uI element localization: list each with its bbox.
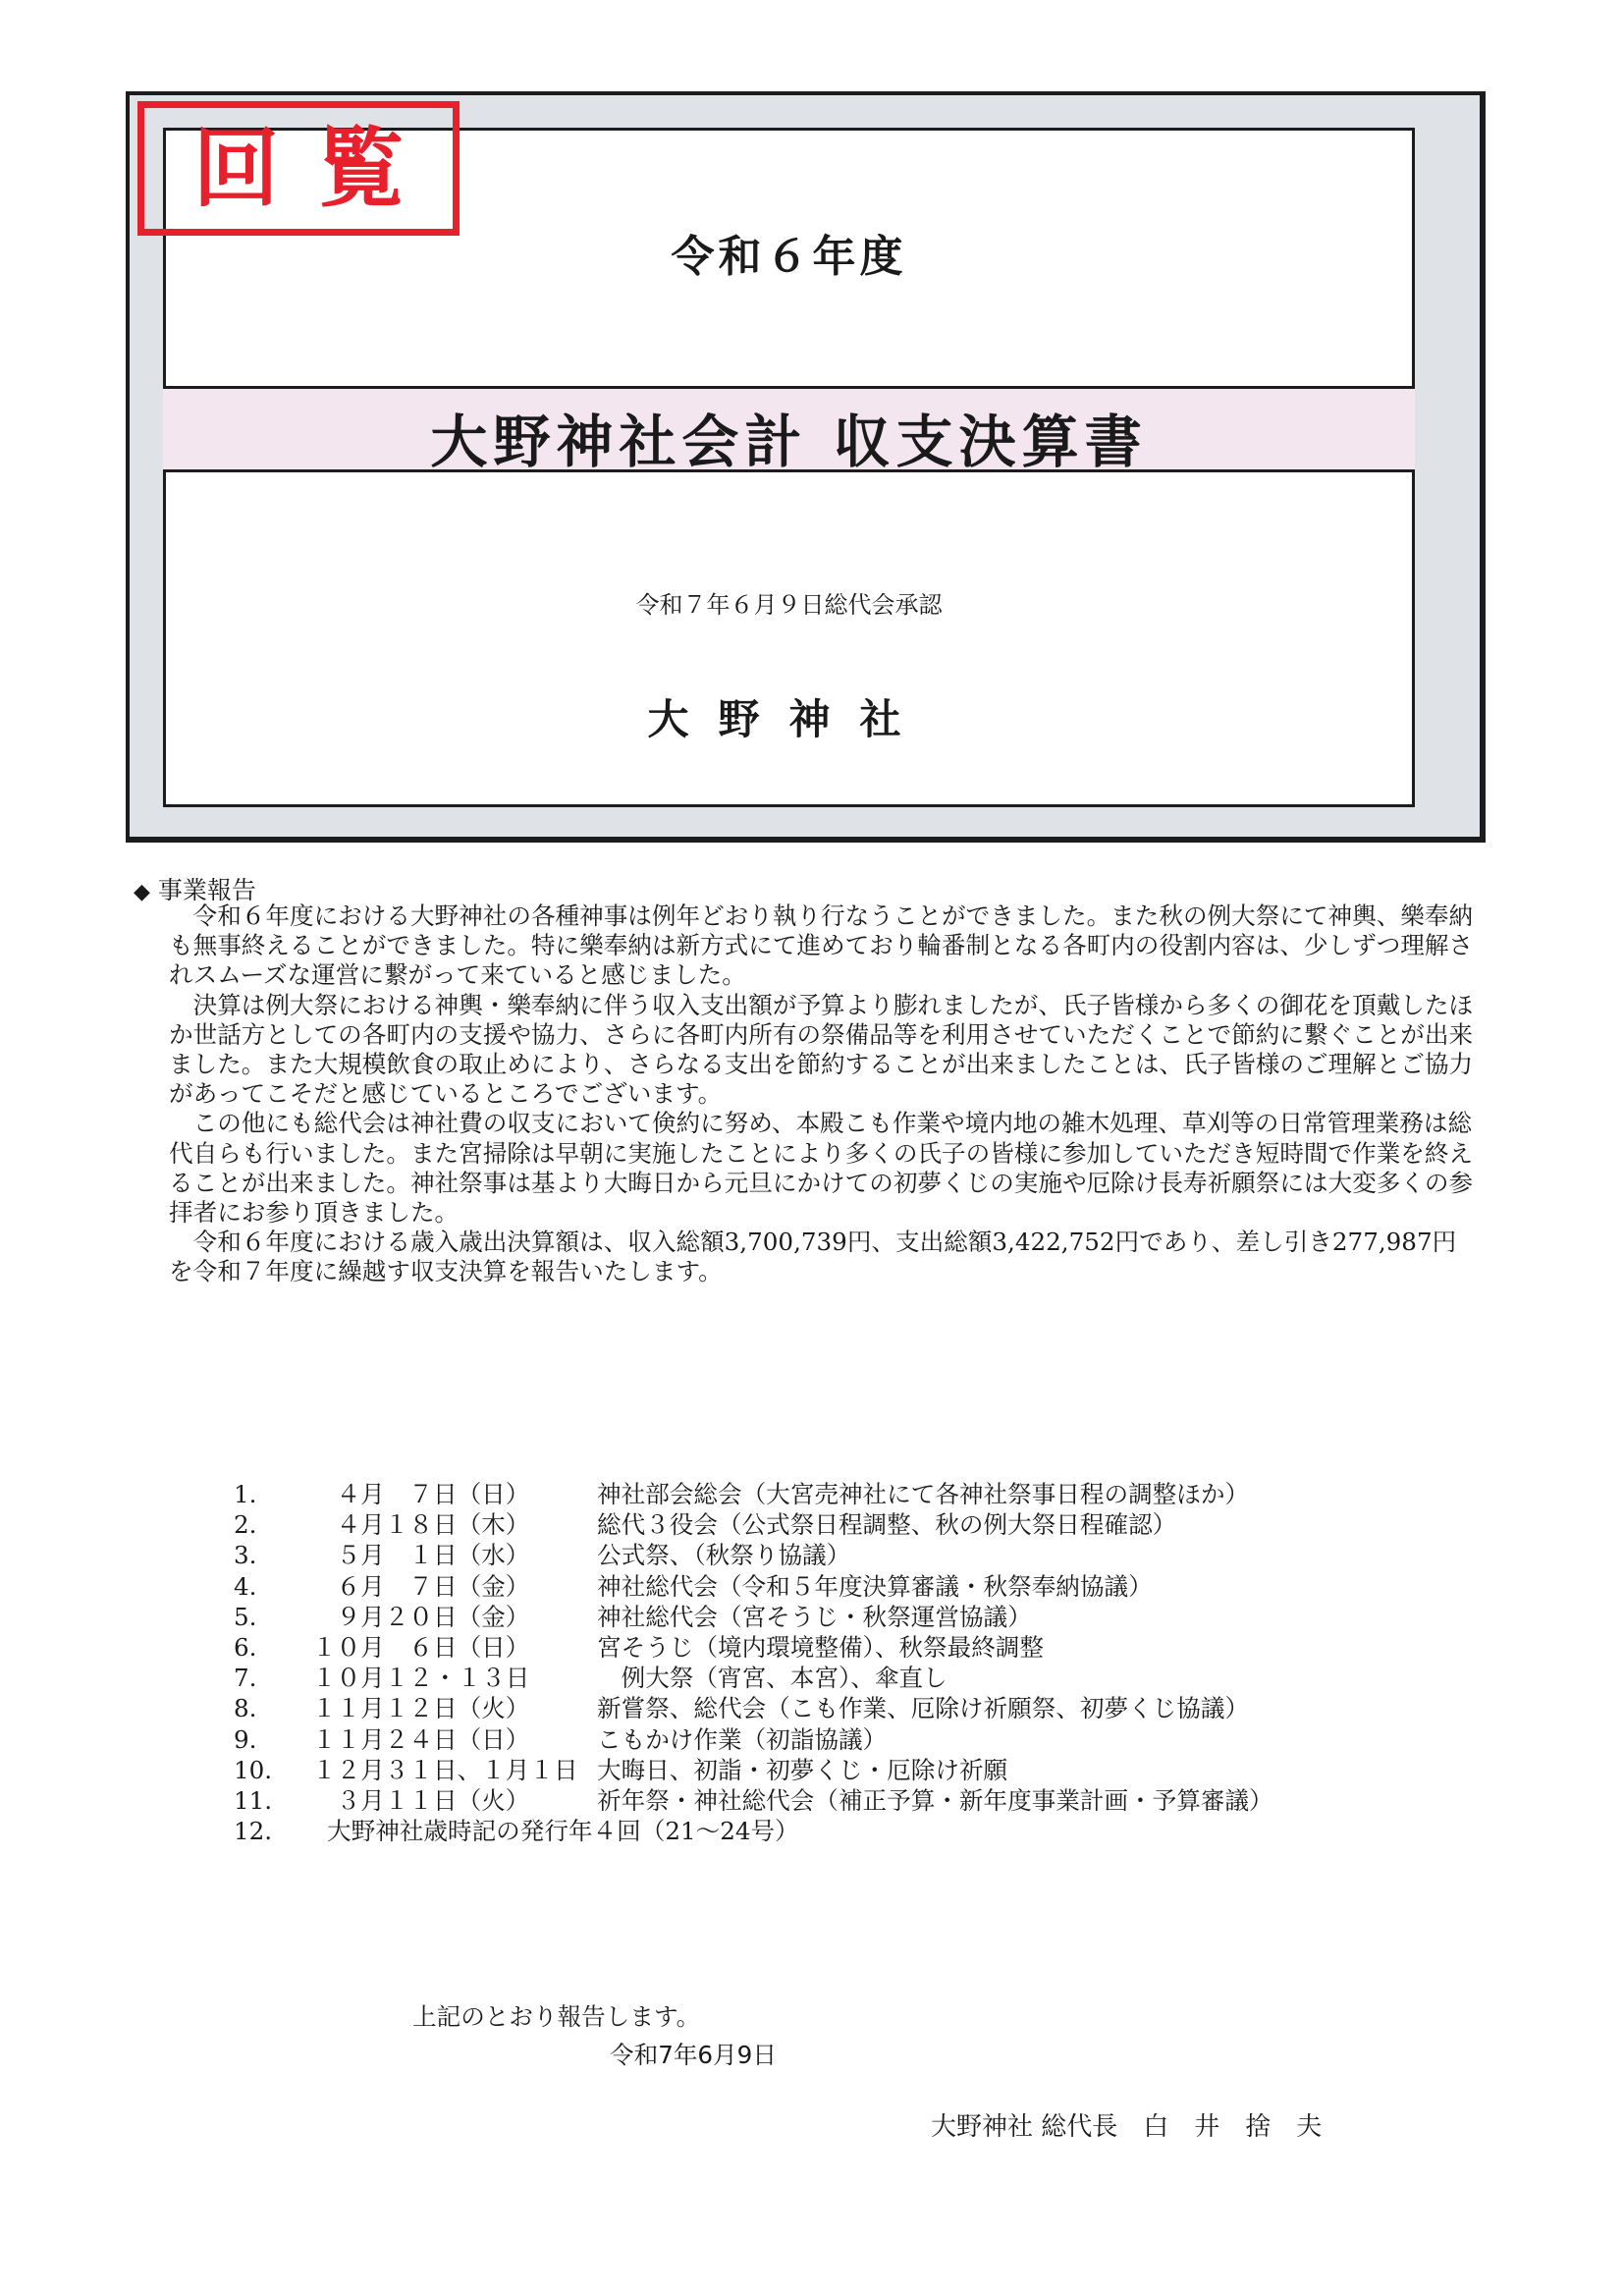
item-description: 宮そうじ（境内環境整備）、秋祭最終調整 <box>597 1633 1044 1663</box>
schedule-list <box>234 1479 1471 1846</box>
list-item <box>234 1785 1471 1816</box>
organization-name: 大野神社 <box>647 695 931 743</box>
item-description: こもかけ作業（初詣協議） <box>597 1724 888 1754</box>
list-item <box>234 1693 1471 1723</box>
item-date: ６月 ７日（金） <box>312 1571 530 1601</box>
item-description: 神社総代会（令和５年度決算審議・秋祭奉納協議） <box>597 1571 1153 1601</box>
item-description: 大野神社歳時記の発行年４回（21～24号） <box>327 1817 799 1846</box>
report-body <box>169 901 1475 1287</box>
item-number: 12. <box>234 1817 273 1846</box>
paragraph: この他にも総代会は神社費の収支において倹約に努め、本殿こも作業や境内地の雑木処理、草刈等の日常管理業務は総代自らも行いました。また宮掃除は早朝に実施したことにより多くの氏子の皆様に参加していただき短時間で作業を終えることが出来ました。神社祭事は基より大晦日から元旦にかけての初夢くじの実施や厄除け長寿祈願祭には大変多くの参拝者にお参り頂きました。 <box>169 1109 1474 1228</box>
list-item <box>234 1724 1471 1755</box>
item-date: ９月２０日（金） <box>312 1602 530 1631</box>
item-description: 祈年祭・神社総代会（補正予算・新年度事業計画・予算審議） <box>597 1786 1273 1816</box>
item-number: 3. <box>234 1541 257 1570</box>
item-description: 神社総代会（宮そうじ・秋祭運営協議） <box>597 1602 1032 1631</box>
section-heading-text: 事業報告 <box>157 876 256 904</box>
list-item <box>234 1571 1471 1602</box>
approval-note: 令和７年６月９日総代会承認 <box>635 591 943 619</box>
list-item <box>234 1816 1471 1846</box>
signature-line: 大野神社 総代長 白 井 捨 夫 <box>931 2112 1323 2142</box>
item-description: 例大祭（宵宮、本宮）、傘直し <box>597 1664 947 1693</box>
closing-statement: 上記のとおり報告します。 <box>412 2002 701 2031</box>
document-title: 大野神社会計 収支決算書 <box>430 409 1148 475</box>
circulation-stamp <box>137 101 460 236</box>
list-item <box>234 1540 1471 1570</box>
list-item <box>234 1632 1471 1663</box>
item-number: 2. <box>234 1510 257 1540</box>
item-description: 神社部会総会（大宮売神社にて各神社祭事日程の調整ほか） <box>597 1480 1250 1508</box>
item-number: 8. <box>234 1694 257 1723</box>
item-date: １２月３１日、１月１日 <box>312 1755 578 1784</box>
item-date: ５月 １日（水） <box>312 1541 530 1570</box>
list-item <box>234 1479 1471 1509</box>
item-date: ４月１８日（木） <box>312 1510 530 1540</box>
item-date: １１月２４日（日） <box>312 1724 530 1754</box>
list-item <box>234 1755 1471 1785</box>
paragraph: 決算は例大祭における神輿・樂奉納に伴う収入支出額が予算より膨れましたが、氏子皆様から多くの御花を頂戴したほか世話方としての各町内の支援や協力、さらに各町内所有の祭備品等を利用させていただくことで節約に繋ぐことが出来ました。また大規模飲食の取止めにより、さらなる支出を節約することが出来ましたことは、氏子皆様のご理解とご協力があってこそだと感じているところでございます。 <box>169 990 1474 1109</box>
list-item <box>234 1509 1471 1540</box>
item-date: １０月１２・１３日 <box>312 1664 530 1693</box>
item-number: 9. <box>234 1724 257 1754</box>
item-number: 11. <box>234 1786 273 1816</box>
item-date: １１月１２日（火） <box>312 1694 530 1723</box>
item-date: ４月 ７日（日） <box>312 1480 530 1508</box>
item-number: 10. <box>234 1755 273 1784</box>
item-description: 新嘗祭、総代会（こも作業、厄除け祈願祭、初夢くじ協議） <box>597 1694 1250 1723</box>
paragraph: 令和６年度における歳入歳出決算額は、収入総額3,700,739円、支出総額3,422,752円であり、差し引き277,987円を令和７年度に繰越す収支決算を報告いたします。 <box>169 1228 1457 1286</box>
item-number: 5. <box>234 1602 257 1631</box>
diamond-icon: ◆ <box>134 880 150 904</box>
item-number: 1. <box>234 1480 257 1508</box>
item-number: 6. <box>234 1633 257 1663</box>
item-date: ３月１１日（火） <box>312 1786 530 1816</box>
closing-date: 令和7年6月9日 <box>610 2041 777 2069</box>
item-date: １０月 ６日（日） <box>312 1633 530 1663</box>
list-item <box>234 1663 1471 1693</box>
list-item <box>234 1602 1471 1632</box>
item-number: 7. <box>234 1664 257 1693</box>
item-description: 総代３役会（公式祭日程調整、秋の例大祭日程確認） <box>597 1510 1177 1540</box>
stamp-char: 回 <box>192 117 280 219</box>
item-description: 公式祭、（秋祭り協議） <box>597 1541 851 1570</box>
item-description: 大晦日、初詣・初夢くじ・厄除け祈願 <box>597 1755 1008 1784</box>
stamp-char: 覧 <box>317 117 405 219</box>
item-number: 4. <box>234 1571 257 1601</box>
fiscal-year: 令和６年度 <box>671 232 907 282</box>
paragraph: 令和６年度における大野神社の各種神事は例年どおり執り行なうことができました。また秋の例大祭にて神輿、樂奉納も無事終えることができました。特に樂奉納は新方式にて進めており輪番制となる各町内の役割内容は、少しずつ理解されスムーズな運営に繋がって来ていると感じました。 <box>169 901 1474 990</box>
